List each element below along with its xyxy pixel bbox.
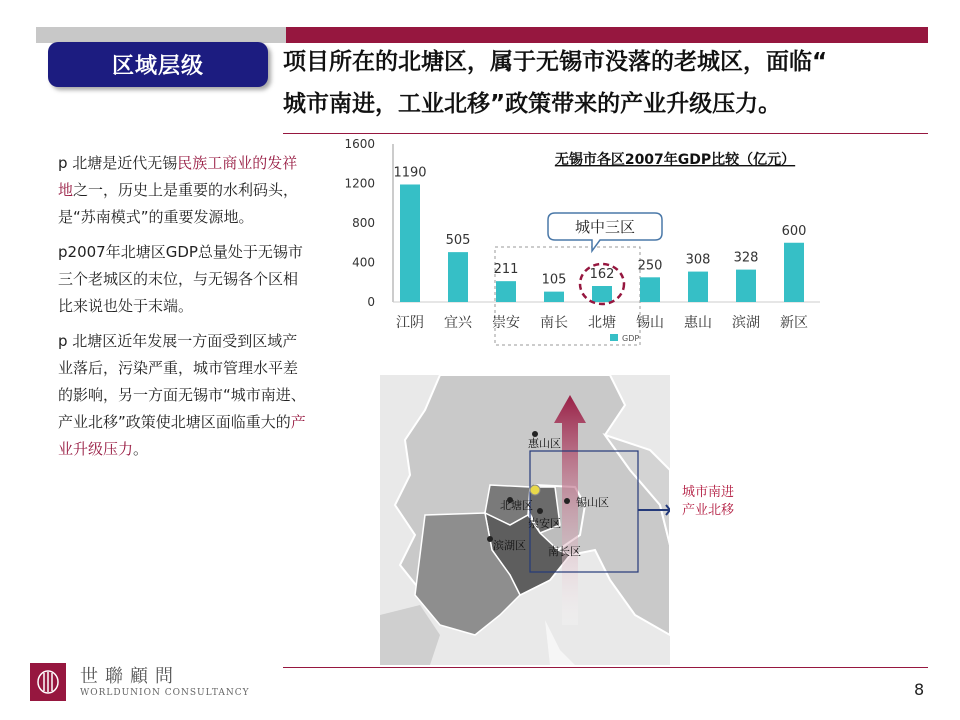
divider-bottom (283, 667, 928, 668)
bar-0 (400, 184, 420, 302)
legend-label: GDP (622, 334, 640, 343)
gdp-bar-chart (330, 137, 830, 347)
paragraph-3-prefix: p 北塘区近年发展一方面受到区域产业落后，污染严重，城市管理水平差的影响，另一方面无锡市“城市南进、产业北移”政策使北塘区面临重大的 (58, 332, 306, 431)
bar-value-label: 328 (733, 250, 759, 266)
paragraph-3-suffix: 。 (133, 440, 149, 458)
callout (548, 213, 662, 251)
bar-value-label: 250 (637, 258, 663, 274)
top-bar-gray (36, 27, 286, 43)
legend-swatch (610, 334, 618, 341)
headline-line-2: 城市南进，工业北移”政策带来的产业升级压力。 (283, 91, 782, 117)
bar-2 (496, 281, 516, 302)
bar-8 (784, 243, 804, 302)
logo-emblem-svg (30, 663, 66, 701)
section-label (48, 42, 268, 87)
y-tick-label: 800 (352, 216, 375, 230)
y-tick-label: 1600 (344, 137, 375, 151)
bar-value-label: 505 (445, 233, 471, 249)
paragraph-3 (58, 328, 310, 463)
headline (283, 41, 933, 125)
y-tick-label: 1200 (344, 176, 375, 191)
bar-value-label: 308 (685, 252, 711, 268)
logo-english-name: WORLDUNION CONSULTANCY (80, 688, 250, 698)
label-huishan: 惠山区 (528, 437, 561, 450)
y-tick-label: 400 (352, 255, 375, 270)
label-xishan: 锡山区 (576, 496, 609, 509)
bar-3 (544, 292, 564, 302)
label-nanchang: 南长区 (548, 545, 581, 558)
bar-1 (448, 252, 468, 302)
x-tick-label: 新区 (780, 315, 808, 331)
label-chongan: 崇安区 (528, 517, 561, 530)
left-text-block (58, 150, 310, 471)
policy-label-line-1: 城市南进 (681, 485, 734, 500)
paragraph-3-highlight: 产业升级压力 (58, 413, 306, 458)
chart-title: 无锡市各区2007年GDP比较（亿元） (554, 152, 796, 168)
project-marker-icon (530, 485, 540, 495)
x-tick-label: 宜兴 (444, 315, 472, 331)
paragraph-1-suffix: 之一，历史上是重要的水利码头，是“苏南模式”的重要发源地。 (58, 181, 299, 226)
logo-emblem-icon (30, 663, 66, 701)
bar-4 (592, 286, 612, 302)
headline-line-1: 项目所在的北塘区，属于无锡市没落的老城区，面临“ (283, 49, 828, 75)
paragraph-1-prefix: p 北塘是近代无锡 (58, 154, 178, 172)
x-tick-label: 南长 (540, 315, 568, 331)
x-tick-label: 锡山 (636, 315, 664, 331)
x-tick-label: 崇安 (492, 315, 520, 331)
district-map (380, 375, 670, 665)
logo-chinese-name: 世聯顧問 (80, 666, 180, 687)
policy-arrow-label (668, 484, 748, 520)
bar-value-label: 105 (541, 272, 567, 288)
bar-value-label: 600 (781, 223, 807, 239)
map-svg (380, 375, 670, 665)
callout-text: 城中三区 (574, 218, 636, 236)
label-binhu: 滨湖区 (493, 539, 526, 552)
chongan-dot (537, 508, 543, 514)
paragraph-2: p2007年北塘区GDP总量处于无锡市三个老城区的末位，与无锡各个区相比来说也处于末端。 (58, 243, 303, 315)
paragraph-1 (58, 150, 310, 231)
x-tick-label: 北塘 (588, 315, 616, 331)
bar-value-label: 1190 (393, 165, 427, 181)
x-tick-label: 江阴 (396, 315, 424, 331)
bar-value-label: 211 (493, 262, 519, 278)
label-beitang: 北塘区 (500, 499, 533, 512)
section-label-text: 区域层级 (111, 54, 204, 79)
policy-label-line-2: 产业北移 (681, 503, 734, 518)
divider-top (283, 133, 928, 134)
paragraph-1-highlight: 民族工商业的发祥地 (58, 154, 298, 199)
x-tick-label: 滨湖 (732, 315, 760, 331)
page-number: 8 (914, 680, 925, 699)
bar-value-label: 162 (589, 267, 615, 283)
bar-7 (736, 270, 756, 302)
x-tick-label: 惠山 (684, 315, 712, 331)
xishan-dot (564, 498, 570, 504)
y-tick-label: 0 (367, 295, 375, 309)
bar-6 (688, 272, 708, 302)
bar-5 (640, 277, 660, 302)
